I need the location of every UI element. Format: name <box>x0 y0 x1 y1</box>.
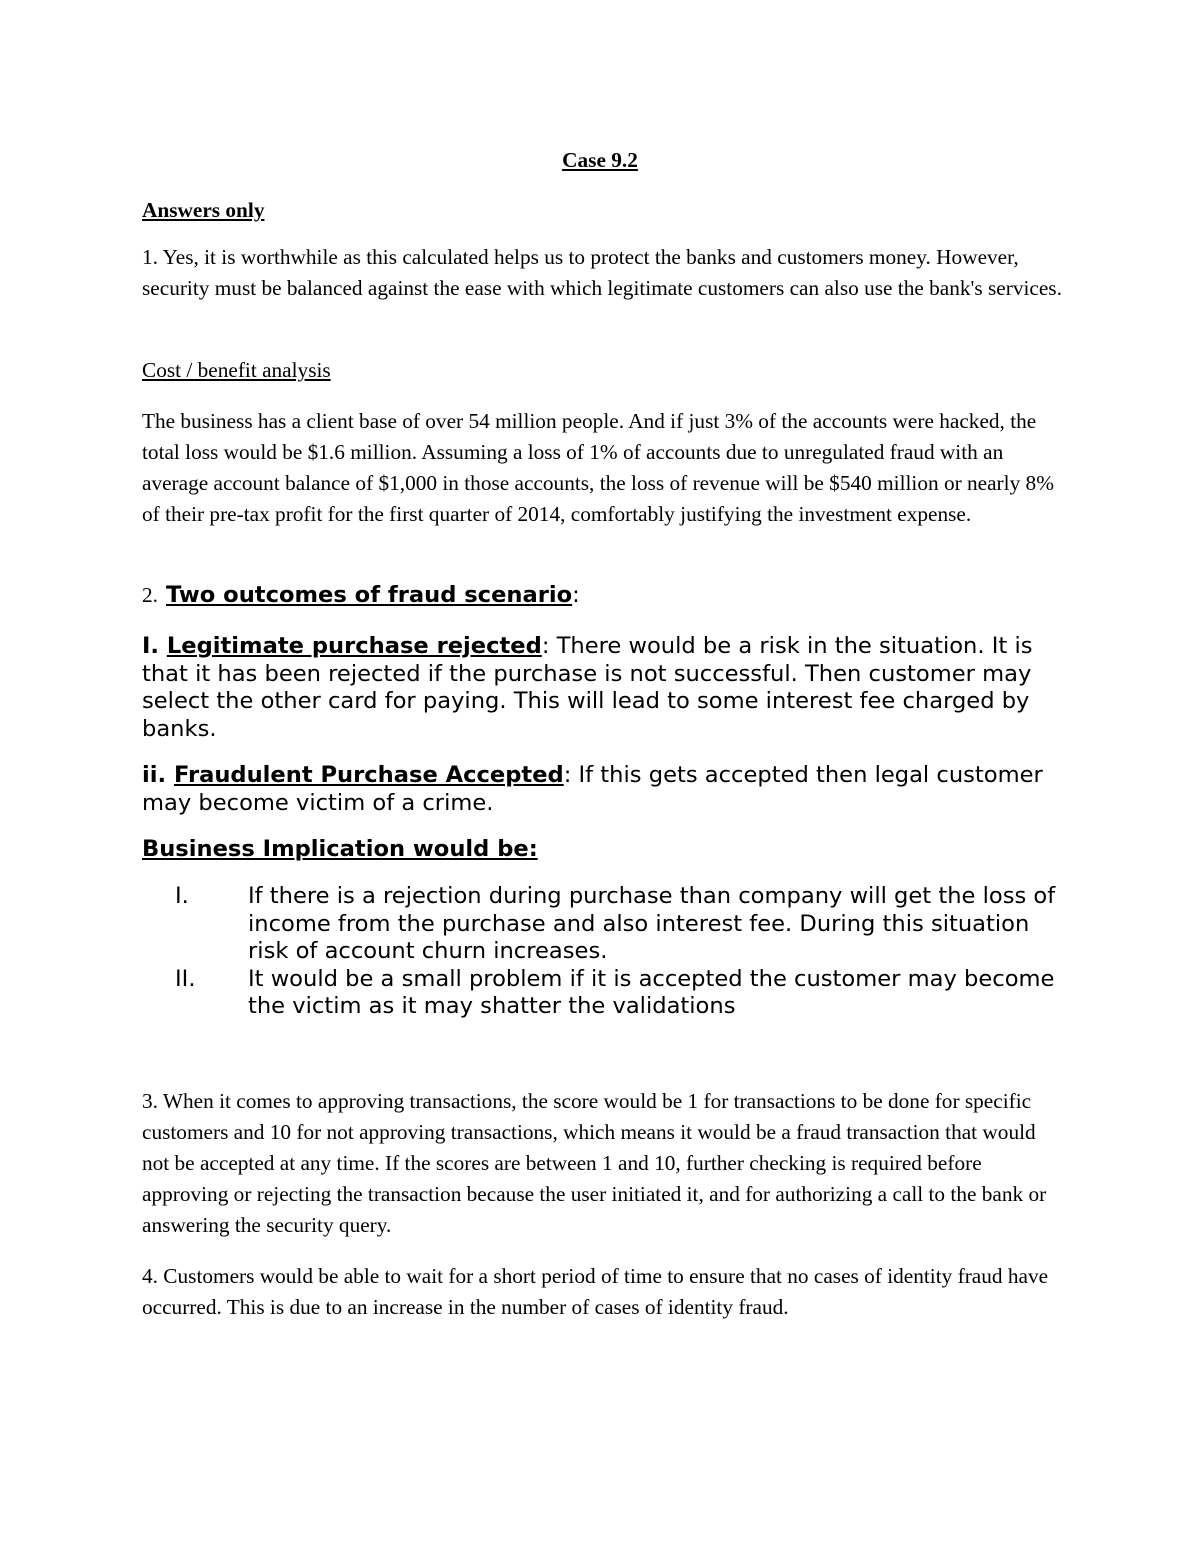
outcome-2-label: Fraudulent Purchase Accepted <box>173 762 564 788</box>
list-item-text: If there is a rejection during purchase than company will get the loss of income from the purchase and also interest fee. During this situation risk of account churn increases. <box>248 883 1056 964</box>
answer-2-number: 2. <box>142 583 158 607</box>
answer-1-text: 1. Yes, it is worthwhile as this calculated helps us to protect the banks and customers money. However, security must be balanced against the ease with which legitimate customers can also use the bank's services. <box>142 245 1062 300</box>
list-item-marker: I. <box>175 883 189 909</box>
outcome-1 <box>142 633 1062 743</box>
cost-benefit-heading: Cost / benefit analysis <box>142 358 331 382</box>
document-subtitle: Answers only <box>142 198 265 222</box>
list-item <box>142 883 1062 966</box>
outcome-2 <box>142 762 1062 817</box>
business-implication-list <box>142 883 1062 1021</box>
answer-4-text: 4. Customers would be able to wait for a short period of time to ensure that no cases of identity fraud have occurred. This is due to an increase in the number of cases of identity fraud. <box>142 1264 1049 1319</box>
answer-2-colon: : <box>572 582 580 608</box>
list-item-marker: II. <box>175 965 196 992</box>
list-item-text: It would be a small problem if it is accepted the customer may become the victim as it may shatter the validations <box>248 965 1055 1019</box>
answer-2-heading: Two outcomes of fraud scenario <box>165 582 573 608</box>
outcome-1-label: Legitimate purchase rejected <box>166 633 542 659</box>
outcome-2-prefix: ii. <box>142 762 174 788</box>
document-title: Case 9.2 <box>562 148 638 172</box>
outcome-2-text: : If this gets accepted then legal customer may become victim of a crime. <box>142 762 1043 816</box>
outcome-1-text: : There would be a risk in the situation. It is that it has been rejected if the purchase is not successful. Then customer may select the other card for paying. This will lead to some interest fee charged by banks. <box>142 633 1033 742</box>
business-implication-heading: Business Implication would be: <box>142 836 538 862</box>
outcome-1-prefix: I. <box>142 633 167 659</box>
answer-3-text: 3. When it comes to approving transactions, the score would be 1 for transactions to be done for specific customers and 10 for not approving transactions, which means it would be a fraud transaction that would not be accepted at any time. If the scores are between 1 and 10, further checking is required before approving or rejecting the transaction because the user initiated it, and for authorizing a call to the bank or answering the security query. <box>142 1089 1047 1237</box>
cost-benefit-analysis: The business has a client base of over 54 million people. And if just 3% of the accounts were hacked, the total loss would be $1.6 million. Assuming a loss of 1% of accounts due to unregulated fraud with an average account balance of $1,000 in those accounts, the loss of revenue will be $540 million or nearly 8% of their pre-tax profit for the first quarter of 2014, comfortably justifying the investment expense. <box>142 409 1054 526</box>
answer-2-heading-line <box>142 580 1062 611</box>
list-item <box>142 966 1062 1021</box>
